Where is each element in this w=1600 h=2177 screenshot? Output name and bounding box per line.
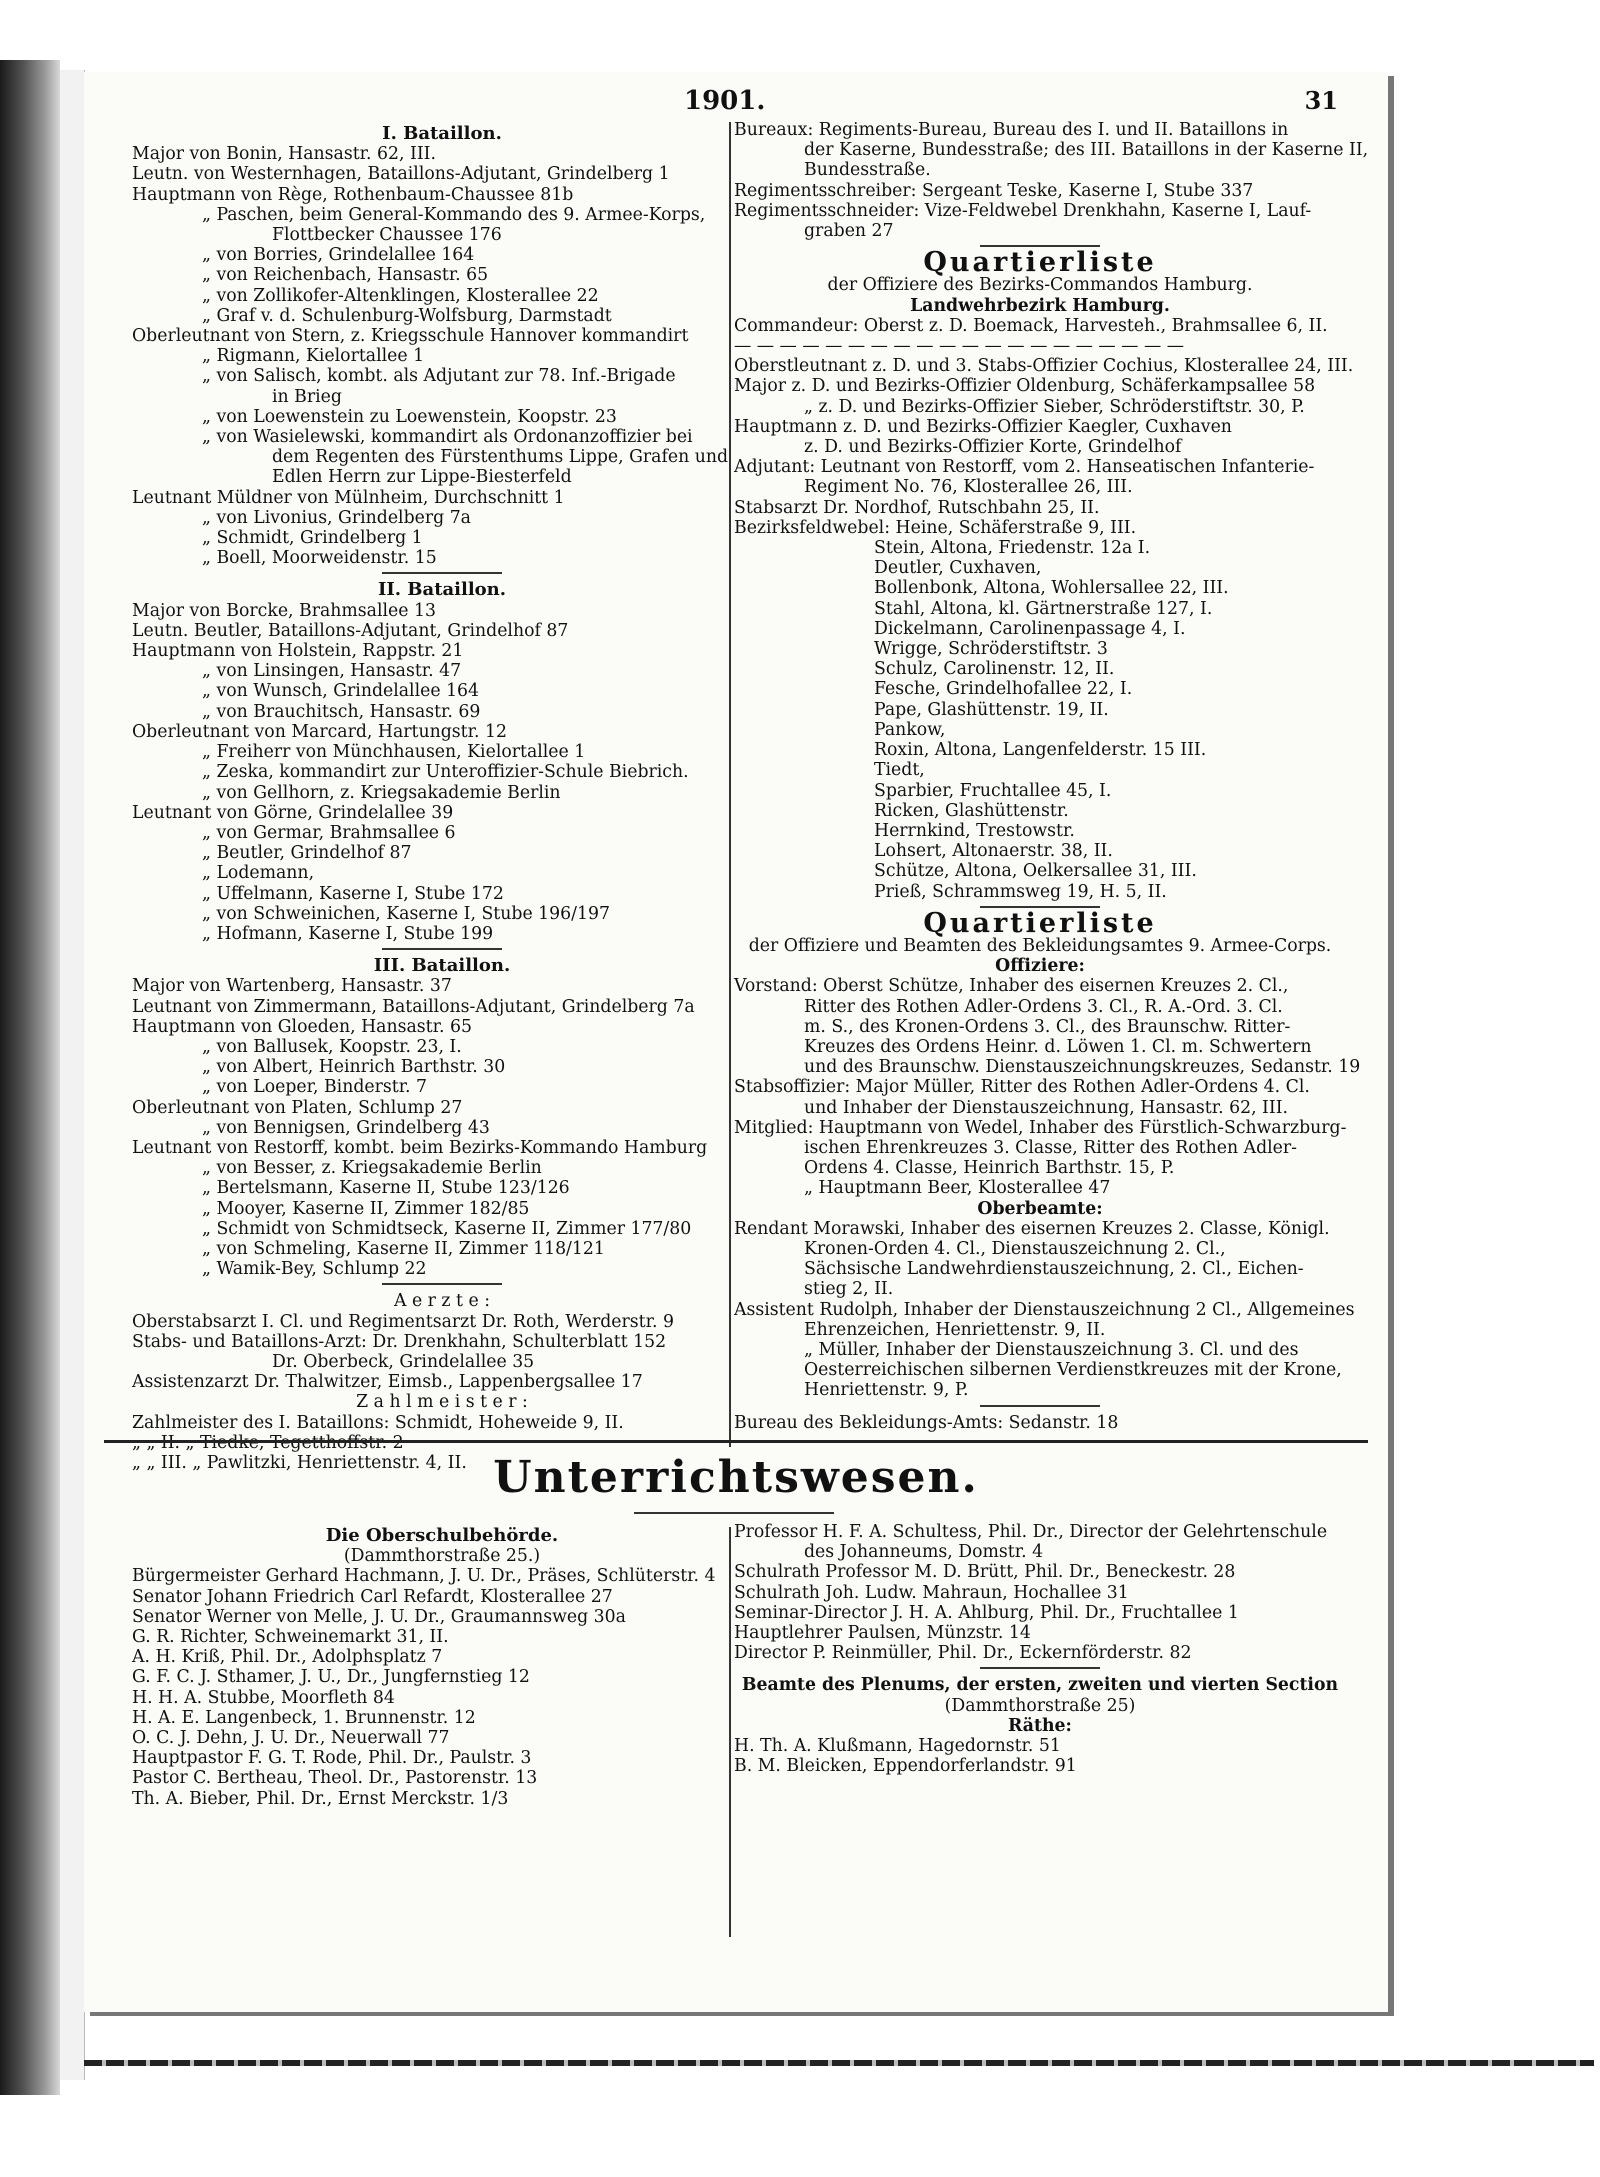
separator-rule	[980, 1405, 1100, 1407]
text-line: Professor H. F. A. Schultess, Phil. Dr., Director der Gelehrtenschule	[734, 1522, 1328, 1542]
centered-line: (Dammthorstraße 25)	[944, 1695, 1136, 1716]
text-line: B. M. Bleicken, Eppendorferlandstr. 91	[734, 1756, 1077, 1777]
list-title: Quartierliste	[923, 247, 1157, 279]
centered-line: A e r z t e :	[393, 1291, 491, 1312]
indented-line: „ Uffelmann, Kaserne I, Stube 172	[202, 883, 504, 904]
text-line: Hauptmann z. D. und Bezirks-Offizier Kaegler, Cuxhaven	[734, 416, 1232, 437]
indented-line: „ Beutler, Grindelhof 87	[202, 843, 412, 864]
text-line: Assistenzarzt Dr. Thalwitzer, Eimsb., Lappenbergsallee 17	[132, 1372, 643, 1393]
header-year: 1901.	[684, 86, 766, 116]
text-line: H. H. A. Stubbe, Moorfleth 84	[132, 1687, 395, 1708]
indented-line: Bundesstraße.	[804, 160, 931, 181]
indented-line: „ von Bennigsen, Grindelberg 43	[202, 1117, 490, 1138]
document-page	[84, 72, 1388, 2012]
indented-line: Schütze, Altona, Oelkersallee 31, III.	[874, 861, 1197, 882]
indented-line: „ z. D. und Bezirks-Offizier Sieber, Schröderstiftstr. 30, P.	[804, 396, 1305, 417]
text-line: A. H. Kriß, Phil. Dr., Adolphsplatz 7	[132, 1647, 443, 1668]
book-binding	[0, 60, 60, 2095]
section-title: I. Bataillon.	[382, 123, 502, 144]
indented-line: Herrnkind, Trestowstr.	[874, 820, 1075, 841]
text-line: Schulrath Professor M. D. Brütt, Phil. Dr., Beneckestr. 28	[734, 1562, 1236, 1583]
text-line: Oberleutnant von Stern, z. Kriegsschule Hannover kommandirt	[132, 326, 689, 347]
text-line: Stabsarzt Dr. Nordhof, Rutschbahn 25, II.	[734, 497, 1100, 518]
indented-line: stieg 2, II.	[804, 1279, 894, 1300]
text-line: Bürgermeister Gerhard Hachmann, J. U. Dr., Präses, Schlüterstr. 4	[132, 1566, 716, 1587]
indented-line: Stahl, Altona, kl. Gärtnerstraße 127, I.	[874, 598, 1213, 619]
text-line: Major von Bonin, Hansastr. 62, III.	[132, 144, 436, 165]
indented-line: Sächsische Landwehrdienstauszeichnung, 2. Cl., Eichen-	[804, 1259, 1304, 1280]
separator-rule	[382, 948, 502, 950]
indented-line: „ von Salisch, kombt. als Adjutant zur 78. Inf.-Brigade	[202, 366, 676, 387]
bottom-left-column	[132, 1522, 752, 1942]
indented-line: Ritter des Rothen Adler-Ordens 3. Cl., R. A.-Ord. 3. Cl.	[804, 996, 1283, 1017]
indented-line: „ von Zollikofer-Altenklingen, Klosterallee 22	[202, 285, 599, 306]
text-line: Major von Wartenberg, Hansastr. 37	[132, 976, 452, 997]
text-line: Hauptpastor F. G. T. Rode, Phil. Dr., Paulstr. 3	[132, 1748, 532, 1769]
text-line: Leutn. Beutler, Bataillons-Adjutant, Grindelhof 87	[132, 620, 569, 641]
text-line: Adjutant: Leutnant von Restorff, vom 2. Hanseatischen Infanterie-	[734, 457, 1315, 478]
text-line: Stabs- und Bataillons-Arzt: Dr. Drenkhahn, Schulterblatt 152	[132, 1331, 667, 1352]
centered-line: (Dammthorstraße 25.)	[343, 1546, 541, 1567]
indented-line: ischen Ehrenkreuzes 3. Classe, Ritter des Rothen Adler-	[804, 1137, 1297, 1158]
section-title: Die Oberschulbehörde.	[325, 1525, 559, 1546]
section-heading: Unterrichtswesen.	[493, 1452, 979, 1503]
subheading: Räthe:	[1008, 1715, 1072, 1736]
text-line: Bureaux: Regiments-Bureau, Bureau des I. und II. Bataillons in	[734, 120, 1289, 140]
indented-line: Pankow,	[874, 719, 946, 740]
indented-line: Tiedt,	[874, 760, 925, 781]
indented-line: „ Freiherr von Münchhausen, Kielortallee 1	[202, 742, 586, 763]
indented-line: „ von Wasielewski, kommandirt als Ordonanzoffizier bei	[202, 427, 693, 448]
facing-page-edge	[60, 70, 85, 2080]
indented-line: Lohsert, Altonaerstr. 38, II.	[874, 841, 1113, 862]
text-line: Rendant Morawski, Inhaber des eisernen Kreuzes 2. Classe, Königl.	[734, 1218, 1330, 1239]
indented-line: Wrigge, Schröderstiftstr. 3	[874, 639, 1108, 660]
text-line: O. C. J. Dehn, J. U. Dr., Neuerwall 77	[132, 1728, 450, 1749]
text-line: Assistent Rudolph, Inhaber der Dienstauszeichnung 2 Cl., Allgemeines	[734, 1299, 1355, 1320]
text-line: Vorstand: Oberst Schütze, Inhaber des eisernen Kreuzes 2. Cl.,	[734, 976, 1289, 997]
page-header	[84, 86, 1388, 116]
right-column	[734, 120, 1369, 1445]
text-line: Bureau des Bekleidungs-Amts: Sedanstr. 18	[734, 1412, 1119, 1433]
indented-line: Sparbier, Fruchtallee 45, I.	[874, 780, 1112, 801]
page-number: 31	[1304, 86, 1338, 115]
text-line: Hauptmann von Holstein, Rappstr. 21	[132, 641, 464, 662]
bottom-right-column	[734, 1522, 1346, 1942]
text-line: Hauptmann von Gloeden, Hansastr. 65	[132, 1016, 472, 1037]
text-line: Schulrath Joh. Ludw. Mahraun, Hochallee 31	[734, 1582, 1129, 1603]
text-line: Hauptmann von Rège, Rothenbaum-Chaussee 81b	[132, 184, 574, 205]
indented-line: Schulz, Carolinenstr. 12, II.	[874, 659, 1115, 680]
column-divider	[729, 122, 731, 1447]
text-line: „ „ III. „ Pawlitzki, Henriettenstr. 4, II.	[132, 1453, 467, 1473]
indented-line: Fesche, Grindelhofallee 22, I.	[874, 679, 1133, 700]
subheading: Offiziere:	[995, 956, 1085, 977]
indented-line: Bollenbonk, Altona, Wohlersallee 22, III.	[874, 578, 1229, 599]
centered-line: der Offiziere und Beamten des Bekleidungsamtes 9. Armee-Corps.	[748, 935, 1332, 956]
indented-line: „ Hauptmann Beer, Klosterallee 47	[804, 1178, 1111, 1199]
indented-line: „ von Livonius, Grindelberg 7a	[202, 507, 471, 528]
separator-rule	[382, 572, 502, 574]
indented-line: „ von Loewenstein zu Loewenstein, Koopstr. 23	[202, 406, 617, 427]
indented-line: Deutler, Cuxhaven,	[874, 558, 1042, 579]
indented-line: Edlen Herrn zur Lippe-Biesterfeld	[272, 467, 572, 488]
indented-line: „ von Schweinichen, Kaserne I, Stube 196/197	[202, 903, 610, 924]
indented-line: Ordens 4. Classe, Heinrich Barthstr. 15, P.	[804, 1158, 1175, 1179]
indented-line: Oesterreichischen silbernen Verdienstkreuzes mit der Krone,	[804, 1360, 1342, 1381]
text-line: Seminar-Director J. H. A. Ahlburg, Phil. Dr., Fruchtallee 1	[734, 1602, 1239, 1623]
indented-line: „ von Gellhorn, z. Kriegsakademie Berlin	[202, 782, 561, 803]
text-line: — — — — — — — — — — — — — — — — — — — —	[734, 336, 1184, 357]
indented-line: Prieß, Schrammsweg 19, H. 5, II.	[874, 881, 1167, 902]
text-line: Leutnant von Görne, Grindelallee 39	[132, 802, 454, 823]
indented-line: „ Schmidt, Grindelberg 1	[202, 528, 423, 549]
indented-line: in Brieg	[272, 386, 342, 407]
text-line: Regimentsschreiber: Sergeant Teske, Kaserne I, Stube 337	[734, 180, 1254, 201]
text-line: Major z. D. und Bezirks-Offizier Oldenburg, Schäferkampsallee 58	[734, 376, 1316, 397]
indented-line: „ Zeska, kommandirt zur Unteroffizier-Schule Biebrich.	[202, 762, 689, 783]
indented-line: „ Müller, Inhaber der Dienstauszeichnung 3. Cl. und des	[804, 1339, 1299, 1360]
heading-underline	[634, 1512, 834, 1514]
text-line: Regimentsschneider: Vize-Feldwebel Drenkhahn, Kaserne I, Lauf-	[734, 200, 1312, 221]
text-line: H. Th. A. Klußmann, Hagedornstr. 51	[734, 1736, 1061, 1757]
text-line: Stabsoffizier: Major Müller, Ritter des Rothen Adler-Ordens 4. Cl.	[734, 1077, 1310, 1098]
indented-line: Kronen-Orden 4. Cl., Dienstauszeichnung 2. Cl.,	[804, 1238, 1226, 1259]
indented-line: „ Paschen, beim General-Kommando des 9. Armee-Korps,	[202, 204, 706, 225]
text-line: Th. A. Bieber, Phil. Dr., Ernst Merckstr. 1/3	[132, 1788, 509, 1809]
section-title: III. Bataillon.	[373, 955, 511, 977]
indented-line: „ von Linsingen, Hansastr. 47	[202, 661, 462, 682]
text-line: Pastor C. Bertheau, Theol. Dr., Pastorenstr. 13	[132, 1768, 538, 1789]
indented-line: „ von Wunsch, Grindelallee 164	[202, 681, 480, 702]
centered-line: Z a h l m e i s t e r :	[356, 1392, 528, 1413]
text-line: Leutn. von Westernhagen, Bataillons-Adjutant, Grindelberg 1	[132, 164, 670, 185]
separator-rule	[980, 1667, 1100, 1669]
text-line: G. R. Richter, Schweinemarkt 31, II.	[132, 1627, 449, 1648]
indented-line: „ Graf v. d. Schulenburg-Wolfsburg, Darmstadt	[202, 305, 612, 326]
indented-line: und des Braunschw. Dienstauszeichnungskreuzes, Sedanstr. 19	[804, 1057, 1361, 1078]
indented-line: „ von Ballusek, Koopstr. 23, I.	[202, 1036, 462, 1057]
indented-line: „ Schmidt von Schmidtseck, Kaserne II, Zimmer 177/80	[202, 1218, 692, 1239]
list-title: Quartierliste	[923, 907, 1157, 939]
indented-line: und Inhaber der Dienstauszeichnung, Hansastr. 62, III.	[804, 1097, 1289, 1118]
indented-line: Stein, Altona, Friedenstr. 12a I.	[874, 538, 1151, 559]
text-line: Leutnant Müldner von Mülnheim, Durchschnitt 1	[132, 487, 565, 508]
text-line: Major von Borcke, Brahmsallee 13	[132, 600, 436, 621]
separator-rule	[382, 1283, 502, 1285]
indented-line: Ricken, Glashüttenstr.	[874, 800, 1069, 821]
indented-line: Roxin, Altona, Langenfelderstr. 15 III.	[874, 740, 1207, 761]
indented-line: Kreuzes des Ordens Heinr. d. Löwen 1. Cl. m. Schwertern	[804, 1036, 1312, 1057]
indented-line: „ Wamik-Bey, Schlump 22	[202, 1259, 427, 1280]
section-title: II. Bataillon.	[377, 579, 507, 601]
column-divider-bottom	[729, 1527, 731, 1937]
scan-edge-bar	[84, 2060, 1594, 2066]
text-line: Oberleutnant von Platen, Schlump 27	[132, 1097, 463, 1118]
text-line: Senator Johann Friedrich Carl Refardt, Klosterallee 27	[132, 1586, 613, 1607]
indented-line: „ von Brauchitsch, Hansastr. 69	[202, 701, 481, 722]
indented-line: „ von Germar, Brahmsallee 6	[202, 822, 456, 843]
indented-line: Regiment No. 76, Klosterallee 26, III.	[804, 477, 1133, 498]
section-divider	[104, 1440, 1368, 1443]
indented-line: Flottbecker Chaussee 176	[272, 225, 502, 246]
indented-line: „ Hofmann, Kaserne I, Stube 199	[202, 923, 494, 944]
text-line: G. F. C. J. Sthamer, J. U., Dr., Jungfernstieg 12	[132, 1667, 530, 1688]
indented-line: „ von Besser, z. Kriegsakademie Berlin	[202, 1158, 542, 1179]
text-line: Oberstabsarzt I. Cl. und Regimentsarzt Dr. Roth, Werderstr. 9	[132, 1311, 674, 1332]
text-line: Zahlmeister des I. Bataillons: Schmidt, Hoheweide 9, II.	[132, 1412, 624, 1433]
indented-line: dem Regenten des Fürstenthums Lippe, Grafen und	[272, 447, 729, 468]
text-line: Bezirksfeldwebel: Heine, Schäferstraße 9, III.	[734, 517, 1137, 538]
indented-line: „ von Loeper, Binderstr. 7	[202, 1077, 428, 1098]
indented-line: „ Mooyer, Kaserne II, Zimmer 182/85	[202, 1198, 530, 1219]
subheading: Beamte des Plenums, der ersten, zweiten und vierten Section	[741, 1675, 1339, 1696]
subheading: Landwehrbezirk Hamburg.	[910, 295, 1170, 316]
indented-line: „ von Schmeling, Kaserne II, Zimmer 118/121	[202, 1238, 605, 1259]
text-line: Director P. Reinmüller, Phil. Dr., Eckernförderstr. 82	[734, 1643, 1192, 1664]
indented-line: Dickelmann, Carolinenpassage 4, I.	[874, 618, 1186, 639]
indented-line: „ Boell, Moorweidenstr. 15	[202, 548, 437, 569]
indented-line: „ von Albert, Heinrich Barthstr. 30	[202, 1057, 506, 1078]
text-line: Commandeur: Oberst z. D. Boemack, Harvesteh., Brahmsallee 6, II.	[734, 315, 1328, 336]
text-line: H. A. E. Langenbeck, 1. Brunnenstr. 12	[132, 1707, 476, 1728]
indented-line: der Kaserne, Bundesstraße; des III. Bataillons in der Kaserne II,	[804, 140, 1369, 161]
indented-line: m. S., des Kronen-Ordens 3. Cl., des Braunschw. Ritter-	[804, 1016, 1291, 1037]
indented-line: „ Bertelsmann, Kaserne II, Stube 123/126	[202, 1178, 570, 1199]
indented-line: graben 27	[804, 221, 894, 242]
indented-line: „ Lodemann,	[202, 863, 315, 884]
indented-line: z. D. und Bezirks-Offizier Korte, Grindelhof	[804, 437, 1182, 458]
text-line: Leutnant von Restorff, kombt. beim Bezirks-Kommando Hamburg	[132, 1137, 708, 1158]
text-line: Mitglied: Hauptmann von Wedel, Inhaber des Fürstlich-Schwarzburg-	[734, 1117, 1347, 1138]
text-line: Oberstleutnant z. D. und 3. Stabs-Offizier Cochius, Klosterallee 24, III.	[734, 356, 1354, 377]
indented-line: Pape, Glashüttenstr. 19, II.	[874, 699, 1109, 720]
text-line: Senator Werner von Melle, J. U. Dr., Graumannsweg 30a	[132, 1606, 626, 1627]
left-column	[132, 120, 752, 1473]
indented-line: des Johanneums, Domstr. 4	[804, 1542, 1044, 1563]
indented-line: „ Rigmann, Kielortallee 1	[202, 346, 425, 367]
indented-line: Dr. Oberbeck, Grindelallee 35	[272, 1351, 535, 1372]
indented-line: „ von Borries, Grindelallee 164	[202, 245, 475, 266]
text-line: Oberleutnant von Marcard, Hartungstr. 12	[132, 721, 507, 742]
indented-line: Ehrenzeichen, Henriettenstr. 9, II.	[804, 1319, 1106, 1340]
centered-line: der Offiziere des Bezirks-Commandos Hamburg.	[827, 275, 1253, 296]
indented-line: „ von Reichenbach, Hansastr. 65	[202, 265, 489, 286]
text-line: Leutnant von Zimmermann, Bataillons-Adjutant, Grindelberg 7a	[132, 996, 695, 1017]
text-line: Hauptlehrer Paulsen, Münzstr. 14	[734, 1623, 1031, 1644]
indented-line: Henriettenstr. 9, P.	[804, 1380, 969, 1401]
subheading: Oberbeamte:	[977, 1198, 1103, 1219]
